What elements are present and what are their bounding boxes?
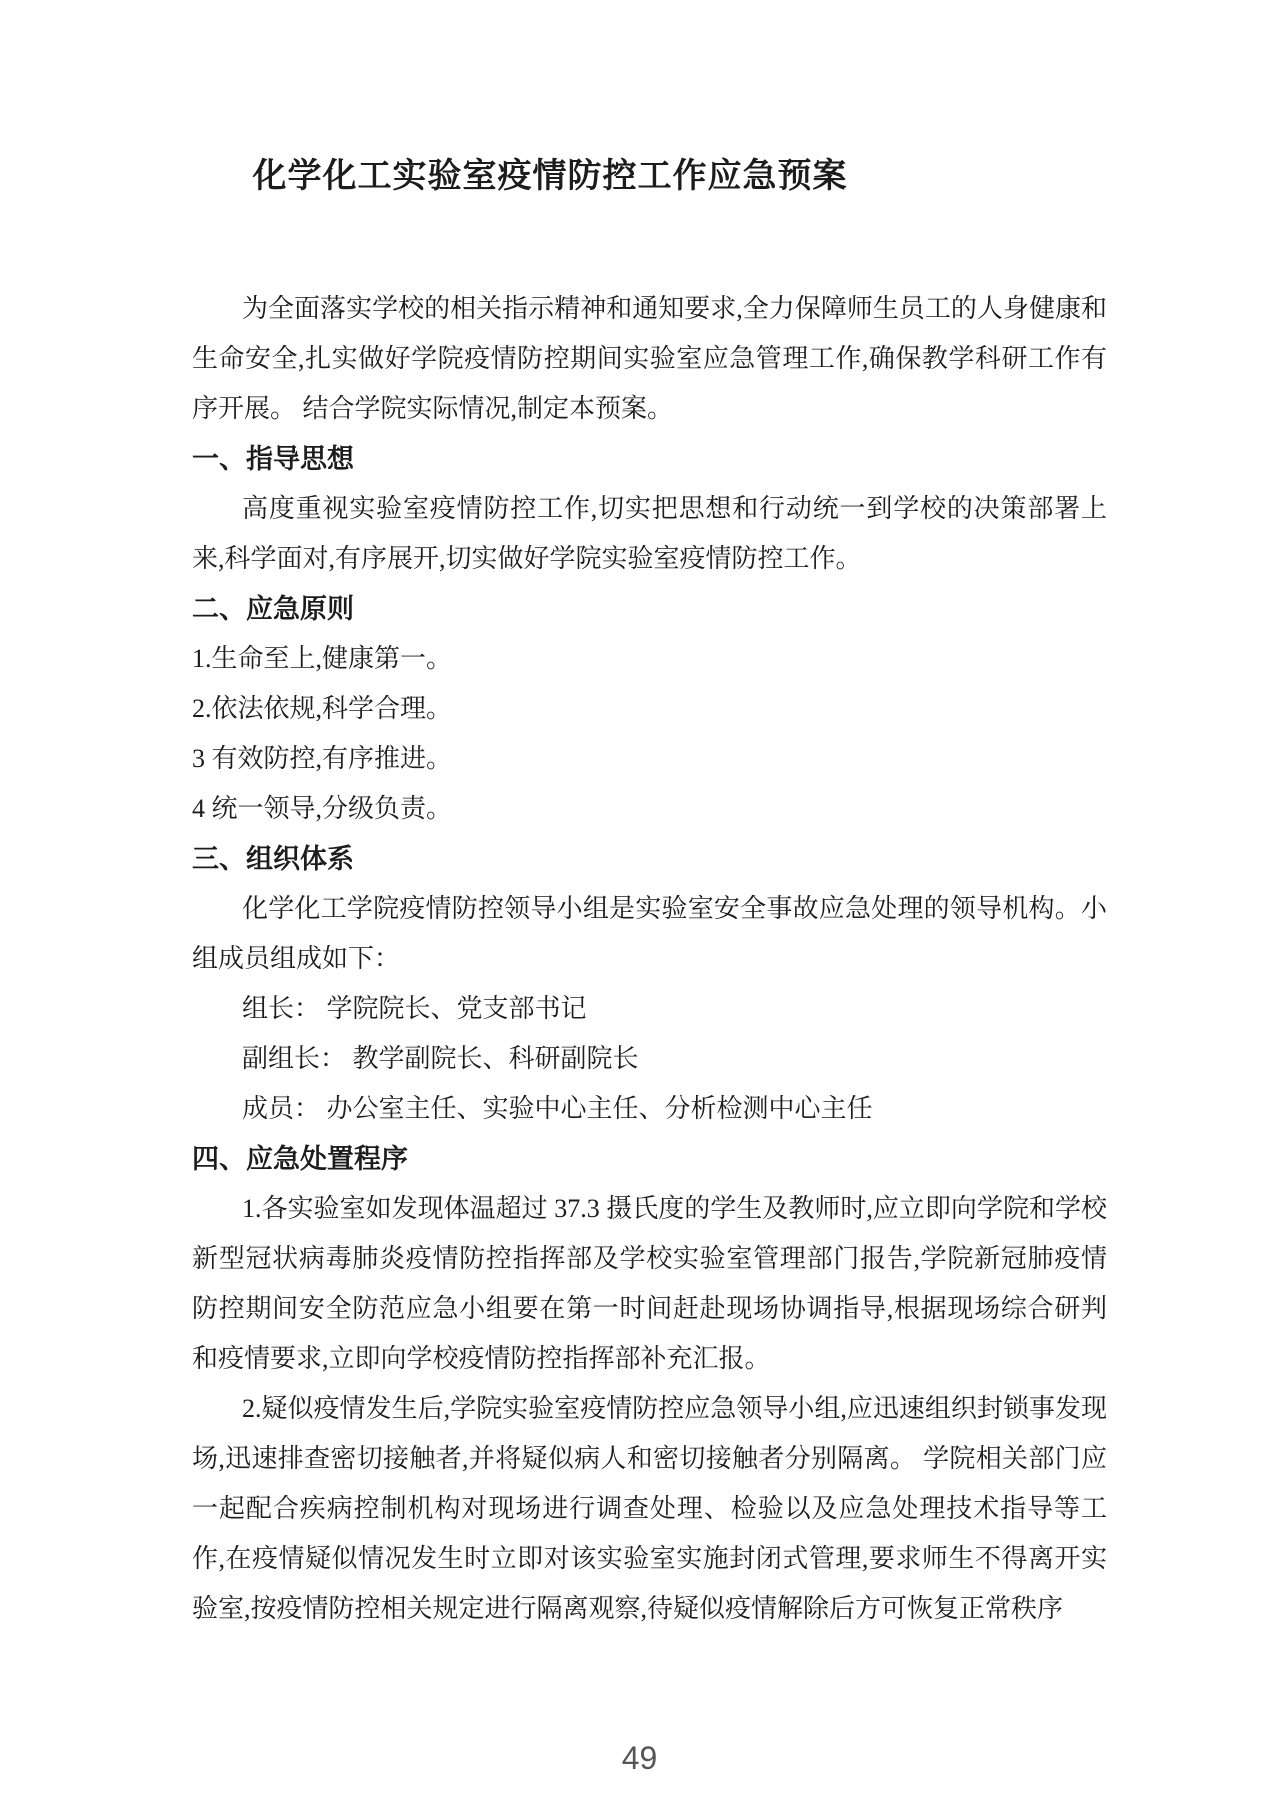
list-item-1: 1.生命至上,健康第一。 (192, 644, 453, 673)
member-line-deputy-leader: 副组长： 教学副院长、科研副院长 (242, 1044, 639, 1073)
list-item-3: 3 有效防控,有序推进。 (192, 744, 453, 773)
member-line-members: 成员： 办公室主任、实验中心主任、分析检测中心主任 (242, 1094, 873, 1123)
list-item-2: 2.依法依规,科学合理。 (192, 694, 453, 723)
document-title: 化学化工实验室疫情防控工作应急预案 (252, 158, 848, 195)
section-heading-3: 三、组织体系 (192, 844, 354, 874)
section-heading-2: 二、应急原则 (192, 594, 354, 624)
document-body (192, 284, 1107, 1634)
section-heading-1: 一、指导思想 (192, 444, 354, 474)
page-number: 49 (621, 1740, 658, 1776)
member-line-leader: 组长： 学院院长、党支部书记 (242, 994, 587, 1023)
body-paragraph: 化学化工学院疫情防控领导小组是实验室安全事故应急处理的领导机构。小组成员组成如下： (192, 894, 1107, 973)
section-heading-4: 四、应急处置程序 (192, 1144, 408, 1174)
list-item-4: 4 统一领导,分级负责。 (192, 794, 453, 823)
body-paragraph: 1.各实验室如发现体温超过 37.3 摄氏度的学生及教师时,应立即向学院和学校新型冠状病毒肺炎疫情防控指挥部及学校实验室管理部门报告,学院新冠肺疫情防控期间安全防范应急小组要在第一时间赶赴现场协调指导,根据现场综合研判和疫情要求,立即向学校疫情防控指挥部补充汇报。 (192, 1194, 1107, 1373)
intro-paragraph: 为全面落实学校的相关指示精神和通知要求,全力保障师生员工的人身健康和生命安全,扎实做好学院疫情防控期间实验室应急管理工作,确保教学科研工作有序开展。 结合学院实际情况,制定本预案。 (192, 294, 1107, 423)
body-paragraph: 2.疑似疫情发生后,学院实验室疫情防控应急领导小组,应迅速组织封锁事发现场,迅速排查密切接触者,并将疑似病人和密切接触者分别隔离。 学院相关部门应一起配合疾病控制机构对现场进行调查处理、检验以及应急处理技术指导等工作,在疫情疑似情况发生时立即对该实验室实施封闭式管理,要求师生不得离开实验室,按疫情防控相关规定进行隔离观察,待疑似疫情解除后方可恢复正常秩序 (192, 1394, 1107, 1623)
body-paragraph: 高度重视实验室疫情防控工作,切实把思想和行动统一到学校的决策部署上来,科学面对,有序展开,切实做好学院实验室疫情防控工作。 (192, 494, 1107, 573)
